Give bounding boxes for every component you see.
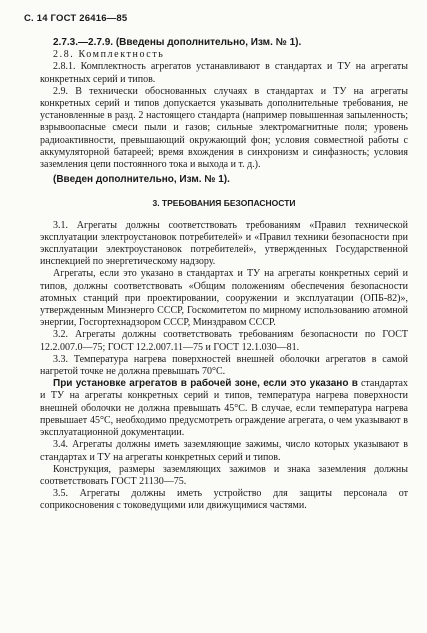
page-header: С. 14 ГОСТ 26416—85 xyxy=(24,13,128,24)
clause-3-4-construction: Конструкция, размеры заземляющих зажимов и знака заземления должны соответствовать ГОСТ 21130—75. xyxy=(40,463,408,487)
workzone-text: стандартах и ТУ на агрегаты конкретных серий и типов, температура нагрева поверхности внешней оболочки не должна превышать 45°С. В случае, если температура нагрева превышает 45°С, необходимо предусмотреть ограждение агрегата, о чем указывают в эксплуатационной документации. xyxy=(40,378,408,439)
clause-3-5: 3.5. Агрегаты должны иметь устройство для защиты персонала от соприкосновения с токоведущими или движущимися частями. xyxy=(40,488,408,512)
clause-3-1: 3.1. Агрегаты должны соответствовать требованиям «Правил технической эксплуатации электроустановок потребителей» и «Правил техники безопасности при эксплуатации электроустановок потребителей», утвержденных Государственной инспекцией по энергетическому надзору. xyxy=(40,219,408,268)
clause-2-8-1: 2.8.1. Комплектность агрегатов устанавливают в стандартах и ТУ на агрегаты конкретных серий и типов. xyxy=(40,61,408,85)
amendment-note-2-text: (Введен дополнительно, Изм. № 1). xyxy=(53,174,230,186)
clause-3-4: 3.4. Агрегаты должны иметь заземляющие зажимы, число которых указывают в стандартах и ТУ на агрегаты конкретных серий и типов. xyxy=(40,439,408,463)
document-body xyxy=(40,37,408,513)
section-3-title: 3. ТРЕБОВАНИЯ БЕЗОПАСНОСТИ xyxy=(152,198,296,209)
workzone-bold-lead: При установке агрегатов в рабочей зоне, если это указано в xyxy=(53,378,358,390)
clause-3-3: 3.3. Температура нагрева поверхностей внешней оболочки агрегатов в самой нагретой точке не должна превышать 70°С. xyxy=(40,353,408,378)
amendment-note xyxy=(40,37,408,49)
clause-3-2: 3.2. Агрегаты должны соответствовать требованиям безопасности по ГОСТ 12.2.007.0—75; ГОСТ 12.2.007.11—75 и ГОСТ 12.1.030—81. xyxy=(40,329,408,353)
amendment-note-2 xyxy=(40,174,408,186)
clause-3-3-workzone xyxy=(40,378,408,439)
clause-3-1-atomic: Агрегаты, если это указано в стандартах и ТУ на агрегаты конкретных серий и типов, должны соответствовать «Общим положениям обеспечения безопасности атомных станций при проектировании, сооружении и эксплуатации (ОПБ-82)», утвержденным Минэнерго СССР, Госкомитетом по мирному использованию атомной энергии, Госгортехнадзором СССР, Минздравом СССР. xyxy=(40,268,408,329)
clause-2-9: 2.9. В технически обоснованных случаях в стандартах и ТУ на агрегаты конкретных серий и типов допускается указывать дополнительные требования, не установленные в разд. 2 настоящего стандарта (например повышенная запыленность; взрывоопасные смеси пыли и газов; сильные электромагнитные поля; уровень радиоактивности, превышающий окружающий фон; условия совместной работы с аккумуляторной батареей; время вхождения в синхронизм и синфазность; условия заземления цепи постоянного тока и выхода и т. д.). xyxy=(40,85,408,171)
clause-2-8-heading: 2.8. Комплектность xyxy=(53,49,165,61)
amendment-note-text: 2.7.3.—2.7.9. (Введены дополнительно, Изм. № 1). xyxy=(53,37,302,48)
